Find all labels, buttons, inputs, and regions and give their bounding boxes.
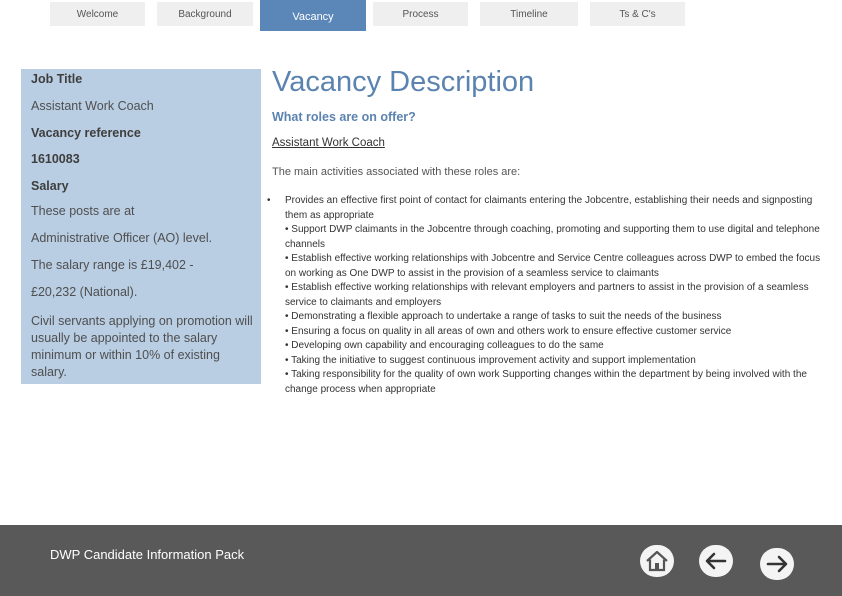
- bullet-mark: [267, 354, 285, 369]
- tab-ts-and-cs[interactable]: Ts & C's: [590, 2, 685, 26]
- list-item-text: • Taking the initiative to suggest continuous improvement activity and support implementation: [285, 354, 696, 366]
- job-title-label: Job Title: [31, 72, 83, 86]
- role-link[interactable]: Assistant Work Coach: [272, 137, 385, 149]
- list-item-text: • Ensuring a focus on quality in all areas of own and others work to ensure effective customer service: [285, 325, 732, 337]
- tab-process[interactable]: Process: [373, 2, 468, 26]
- vacancy-reference-label: Vacancy reference: [31, 126, 141, 140]
- bullet-mark: •: [267, 195, 271, 206]
- list-item-text: • Support DWP claimants in the Jobcentre through coaching, promoting and supporting them to use digital and telephone channels: [285, 224, 820, 250]
- salary-promotion-note: Civil servants applying on promotion will usually be appointed to the salary minimum or within 10% of existing salary.: [31, 314, 253, 379]
- list-item-text: • Demonstrating a flexible approach to undertake a range of tasks to suit the needs of the business: [285, 311, 722, 322]
- salary-grade-level: Administrative Officer (AO) level.: [31, 231, 213, 245]
- back-button[interactable]: [699, 545, 733, 577]
- list-item: [267, 368, 833, 397]
- list-item: [267, 252, 833, 281]
- footer-title: DWP Candidate Information Pack: [50, 547, 245, 562]
- home-button[interactable]: [640, 545, 674, 577]
- arrow-right-icon: [764, 551, 790, 577]
- vacancy-reference-value: 1610083: [31, 152, 80, 166]
- arrow-left-icon: [703, 548, 729, 574]
- list-item: [267, 223, 833, 252]
- tab-background[interactable]: Background: [157, 2, 253, 26]
- bullet-mark: [267, 339, 285, 354]
- list-item: [267, 310, 833, 325]
- list-item-text: • Taking responsibility for the quality of own work Supporting changes within the department by being involved with the change process when appropriate: [285, 369, 807, 395]
- list-item: [267, 339, 833, 354]
- bullet-mark: [267, 325, 285, 340]
- bullet-mark: [267, 368, 285, 397]
- next-button[interactable]: [760, 548, 794, 580]
- tab-welcome[interactable]: Welcome: [50, 2, 145, 26]
- salary-label: Salary: [31, 179, 69, 193]
- salary-grade-line: These posts are at: [31, 204, 135, 218]
- job-title-value: Assistant Work Coach: [31, 99, 154, 113]
- list-item-text: • Establish effective working relationships with relevant employers and partners to assist in the provision of a seamless service to claimants and employers: [285, 282, 809, 308]
- list-item-text: • Developing own capability and encouraging colleagues to do the same: [285, 340, 604, 351]
- list-item: [267, 281, 833, 310]
- bullet-mark: [267, 252, 285, 281]
- activities-intro: The main activities associated with these roles are:: [272, 166, 521, 178]
- salary-range-line: The salary range is £19,402 -: [31, 258, 194, 272]
- list-item: [267, 194, 833, 223]
- section-subtitle: What roles are on offer?: [272, 110, 416, 124]
- list-item-text: Provides an effective first point of contact for claimants entering the Jobcentre, establishing their needs and signposting them as appropriate: [285, 195, 813, 221]
- salary-range-national: £20,232 (National).: [31, 285, 138, 299]
- list-item: [267, 325, 833, 340]
- list-item: [267, 354, 833, 369]
- page-title: Vacancy Description: [272, 66, 535, 98]
- bullet-mark: [267, 223, 285, 252]
- tab-vacancy[interactable]: Vacancy: [260, 0, 366, 31]
- home-icon: [644, 548, 670, 574]
- bullet-mark: [267, 281, 285, 310]
- job-summary-panel: [21, 69, 261, 384]
- list-item-text: • Establish effective working relationships with Jobcentre and Service Centre colleagues across DWP to embed the focus on working as One DWP to assist in the provision of a seamless service to claimants: [285, 253, 821, 279]
- tab-timeline[interactable]: Timeline: [480, 2, 578, 26]
- activities-list: [267, 194, 833, 397]
- footer-bar: [0, 525, 842, 596]
- top-tab-bar: [0, 0, 842, 32]
- bullet-mark: [267, 310, 285, 325]
